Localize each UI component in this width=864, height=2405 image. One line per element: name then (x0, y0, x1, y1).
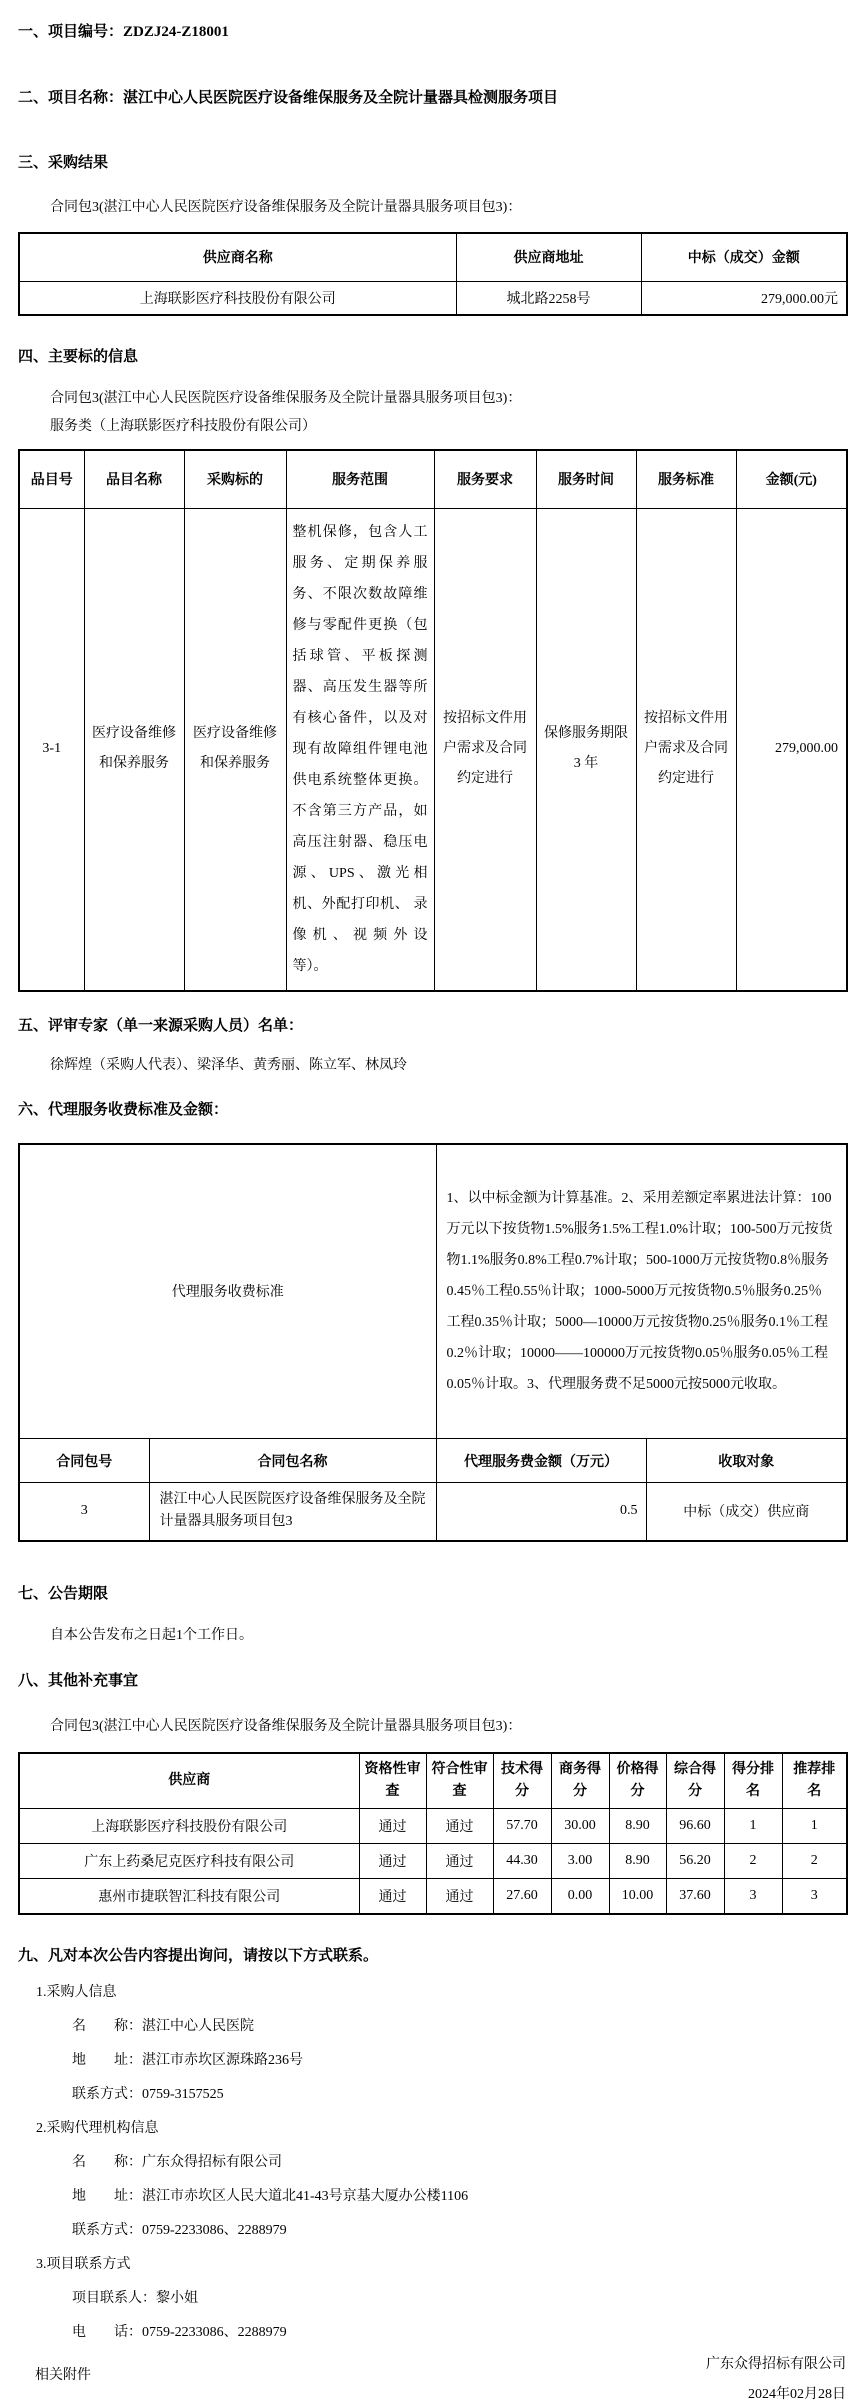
project-number-heading: 一、项目编号：ZDZJ24-Z18001 (18, 24, 229, 40)
package-name-header: 合同包名称 (149, 1439, 436, 1483)
score-rank-header: 得分排名 (724, 1753, 782, 1809)
conformity-cell: 通过 (426, 1844, 493, 1879)
agency-contact: 联系方式：0759-2233086、2288979 (72, 2222, 287, 2238)
item-name-cell: 医疗设备维修和保养服务 (84, 508, 184, 991)
table-row (19, 281, 847, 315)
main-subject-intro2: 服务类（上海联影医疗科技股份有限公司） (50, 419, 316, 434)
agency-name: 名 称：广东众得招标有限公司 (72, 2154, 282, 2170)
fee-payer-header: 收取对象 (646, 1439, 847, 1483)
qualification-cell: 通过 (359, 1809, 426, 1844)
technical-score-cell: 44.30 (493, 1844, 551, 1879)
experts-heading: 五、评审专家（单一来源采购人员）名单： (18, 1017, 304, 1034)
table-row (19, 1809, 847, 1844)
item-no-cell: 3-1 (19, 508, 84, 991)
price-score-header: 价格得分 (609, 1753, 666, 1809)
purchaser-address: 地 址：湛江市赤坎区源珠路236号 (72, 2052, 303, 2068)
agency-info-title: 2.采购代理机构信息 (36, 2120, 159, 2136)
qualification-cell: 通过 (359, 1879, 426, 1914)
scope-header: 服务范围 (286, 450, 434, 508)
requirement-header: 服务要求 (434, 450, 536, 508)
award-amount-header: 中标（成交）金额 (641, 233, 847, 281)
purchaser-contact: 联系方式：0759-3157525 (72, 2086, 224, 2102)
business-score-header: 商务得分 (551, 1753, 609, 1809)
fee-amount-cell: 0.5 (436, 1483, 646, 1541)
contact-heading: 九、凡对本次公告内容提出询问，请按以下方式联系。 (18, 1947, 379, 1964)
table-header-row (19, 1439, 847, 1483)
project-contact-person: 项目联系人：黎小姐 (72, 2290, 198, 2306)
supplier-address-header: 供应商地址 (456, 233, 641, 281)
fee-standard-row (19, 1144, 847, 1439)
main-subject-intro1: 合同包3(湛江中心人民医院医疗设备维保服务及全院计量器具服务项目包3)： (50, 391, 522, 406)
main-subject-heading: 四、主要标的信息 (18, 349, 139, 365)
announcement-period-text: 自本公告发布之日起1个工作日。 (50, 1627, 253, 1643)
conformity-review-header: 符合性审查 (426, 1753, 493, 1809)
conformity-cell: 通过 (426, 1879, 493, 1914)
amount-cell: 279,000.00 (736, 508, 847, 991)
scope-cell: 整机保修，包含人工服务、定期保养服务、不限次数故障维修与零配件更换（包括球管、平板探测器、高压发生器等所有核心备件，以及对现有故障组件锂电池供电系统整体更换。不含第三方产品，如高压注射器、稳压电源、UPS、激光相 机、外配打印机、 录像机、视频外设 等）。 (286, 508, 434, 991)
price-score-cell: 8.90 (609, 1844, 666, 1879)
package-no-header: 合同包号 (19, 1439, 149, 1483)
standard-cell: 按招标文件用户需求及合同约定进行 (636, 508, 736, 991)
total-score-cell: 37.60 (666, 1879, 724, 1914)
supplier-cell: 广东上药桑尼克医疗科技有限公司 (19, 1844, 359, 1879)
supplier-name-header: 供应商名称 (19, 233, 456, 281)
supplier-header: 供应商 (19, 1753, 359, 1809)
business-score-cell: 0.00 (551, 1879, 609, 1914)
table-row (19, 508, 847, 991)
agency-fee-table (18, 1143, 848, 1542)
fee-payer-cell: 中标（成交）供应商 (646, 1483, 847, 1541)
business-score-cell: 3.00 (551, 1844, 609, 1879)
table-row (19, 1483, 847, 1541)
recommend-rank-header: 推荐排名 (782, 1753, 847, 1809)
technical-score-cell: 27.60 (493, 1879, 551, 1914)
announcement-period-heading: 七、公告期限 (18, 1585, 109, 1602)
supplier-cell: 惠州市捷联智汇科技有限公司 (19, 1879, 359, 1914)
agency-fee-heading: 六、代理服务收费标准及金额： (18, 1101, 229, 1118)
technical-score-header: 技术得分 (493, 1753, 551, 1809)
total-score-header: 综合得分 (666, 1753, 724, 1809)
announcement-page (0, 22, 864, 2402)
recommend-rank-cell: 1 (782, 1809, 847, 1844)
table-header-row (19, 1753, 847, 1809)
fee-standard-label: 代理服务收费标准 (19, 1144, 436, 1439)
experts-names: 徐辉煌（采购人代表）、梁泽华、黄秀丽、陈立军、林凤玲 (50, 1057, 407, 1073)
attachment-label: 相关附件 (35, 2368, 91, 2383)
project-name-heading: 二、项目名称：湛江中心人民医院医疗设备维保服务及全院计量器具检测服务项目 (18, 90, 559, 106)
table-row (19, 1879, 847, 1914)
business-score-cell: 30.00 (551, 1809, 609, 1844)
recommend-rank-cell: 2 (782, 1844, 847, 1879)
procurement-result-table (18, 232, 848, 316)
supplier-address-cell: 城北路2258号 (456, 281, 641, 315)
amount-header: 金额(元) (736, 450, 847, 508)
project-contact-phone: 电 话：0759-2233086、2288979 (72, 2324, 287, 2340)
purchaser-name: 名 称：湛江中心人民医院 (72, 2018, 254, 2034)
footer-date: 2024年02月28日 (748, 2386, 846, 2402)
price-score-cell: 8.90 (609, 1809, 666, 1844)
table-header-row (19, 233, 847, 281)
total-score-cell: 56.20 (666, 1844, 724, 1879)
score-table (18, 1752, 848, 1915)
target-cell: 医疗设备维修和保养服务 (184, 508, 286, 991)
other-matters-intro: 合同包3(湛江中心人民医院医疗设备维保服务及全院计量器具服务项目包3)： (50, 1718, 522, 1734)
recommend-rank-cell: 3 (782, 1879, 847, 1914)
supplier-cell: 上海联影医疗科技股份有限公司 (19, 1809, 359, 1844)
item-no-header: 品目号 (19, 450, 84, 508)
table-header-row (19, 450, 847, 508)
conformity-cell: 通过 (426, 1809, 493, 1844)
standard-header: 服务标准 (636, 450, 736, 508)
qualification-cell: 通过 (359, 1844, 426, 1879)
agency-address: 地 址：湛江市赤坎区人民大道北41-43号京基大厦办公楼1106 (72, 2188, 469, 2204)
procurement-result-heading: 三、采购结果 (18, 155, 109, 171)
target-header: 采购标的 (184, 450, 286, 508)
time-cell: 保修服务期限 3 年 (536, 508, 636, 991)
package-name-cell: 湛江中心人民医院医疗设备维保服务及全院计量器具服务项目包3 (149, 1483, 436, 1541)
score-rank-cell: 3 (724, 1879, 782, 1914)
project-contact-title: 3.项目联系方式 (36, 2256, 131, 2272)
award-amount-cell: 279,000.00元 (641, 281, 847, 315)
package-no-cell: 3 (19, 1483, 149, 1541)
score-rank-cell: 1 (724, 1809, 782, 1844)
procurement-result-intro: 合同包3(湛江中心人民医院医疗设备维保服务及全院计量器具服务项目包3)： (50, 200, 522, 215)
total-score-cell: 96.60 (666, 1809, 724, 1844)
qualification-review-header: 资格性审查 (359, 1753, 426, 1809)
time-header: 服务时间 (536, 450, 636, 508)
fee-standard-text: 1、以中标金额为计算基准。2、采用差额定率累进法计算：100万元以下按货物1.5%服务1.5%工程1.0%计取；100-500万元按货物1.1%服务0.8%工程0.7%计取；500-1000万元按货物0.8％服务0.45％工程0.55％计取；1000-5000万元按货物0.5％服务0.25％工程0.35％计取；5000—10000万元按货物0.25％服务0.1％工程0.2％计取；10000——100000万元按货物0.05％服务0.05％工程0.05％计取。3、代理服务费不足5000元按5000元收取。 (436, 1144, 847, 1439)
score-rank-cell: 2 (724, 1844, 782, 1879)
fee-amount-header: 代理服务费金额（万元） (436, 1439, 646, 1483)
item-name-header: 品目名称 (84, 450, 184, 508)
purchaser-info-title: 1.采购人信息 (36, 1984, 117, 2000)
requirement-cell: 按招标文件用户需求及合同约定进行 (434, 508, 536, 991)
technical-score-cell: 57.70 (493, 1809, 551, 1844)
supplier-name-cell: 上海联影医疗科技股份有限公司 (19, 281, 456, 315)
price-score-cell: 10.00 (609, 1879, 666, 1914)
other-matters-heading: 八、其他补充事宜 (18, 1672, 139, 1689)
table-row (19, 1844, 847, 1879)
footer-company: 广东众得招标有限公司 (706, 2356, 846, 2372)
main-subject-table (18, 449, 848, 992)
